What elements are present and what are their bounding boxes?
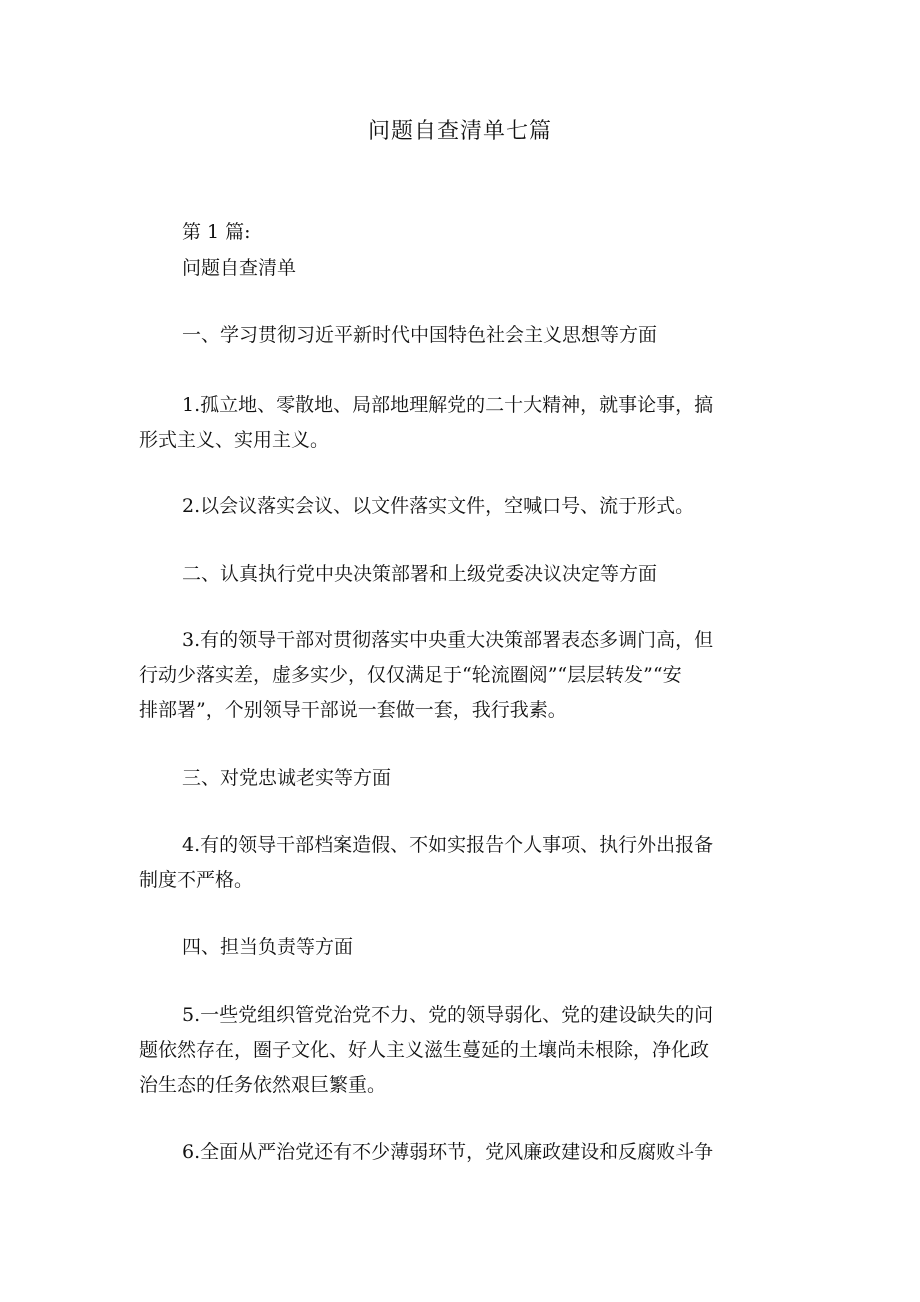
paragraph-line: 6.全面从严治党还有不少薄弱环节，党风廉政建设和反腐败斗争 bbox=[182, 1141, 714, 1163]
chapter-label: 第 1 篇: bbox=[182, 221, 251, 243]
paragraph-line: 题依然存在，圈子文化、好人主义滋生蔓延的土壤尚未根除，净化政 bbox=[139, 1039, 710, 1061]
paragraph-line: 2.以会议落实会议、以文件落实文件，空喊口号、流于形式。 bbox=[182, 495, 695, 517]
paragraph-line: 3.有的领导干部对贯彻落实中央重大决策部署表态多调门高，但 bbox=[182, 629, 714, 651]
section-heading: 三、对党忠诚老实等方面 bbox=[182, 767, 392, 789]
section-heading: 二、认真执行党中央决策部署和上级党委决议决定等方面 bbox=[182, 563, 658, 585]
paragraph-line: 行动少落实差，虚多实少，仅仅满足于“轮流圈阅”“层层转发”“安 bbox=[139, 664, 682, 686]
paragraph-line: 1.孤立地、零散地、局部地理解党的二十大精神，就事论事，搞 bbox=[182, 394, 714, 416]
section-heading: 四、担当负责等方面 bbox=[182, 936, 354, 958]
section-heading: 一、学习贯彻习近平新时代中国特色社会主义思想等方面 bbox=[182, 324, 658, 346]
paragraph-line: 4.有的领导干部档案造假、不如实报告个人事项、执行外出报备 bbox=[182, 834, 714, 856]
paragraph-line: 形式主义、实用主义。 bbox=[139, 429, 330, 451]
paragraph-line: 5.一些党组织管党治党不力、党的领导弱化、党的建设缺失的问 bbox=[182, 1004, 714, 1026]
document-title: 问题自查清单七篇 bbox=[367, 119, 552, 144]
paragraph-line: 排部署”，个别领导干部说一套做一套，我行我素。 bbox=[139, 699, 567, 721]
chapter-subtitle: 问题自查清单 bbox=[182, 257, 297, 279]
paragraph-line: 制度不严格。 bbox=[139, 869, 254, 891]
paragraph-line: 治生态的任务依然艰巨繁重。 bbox=[139, 1074, 387, 1096]
